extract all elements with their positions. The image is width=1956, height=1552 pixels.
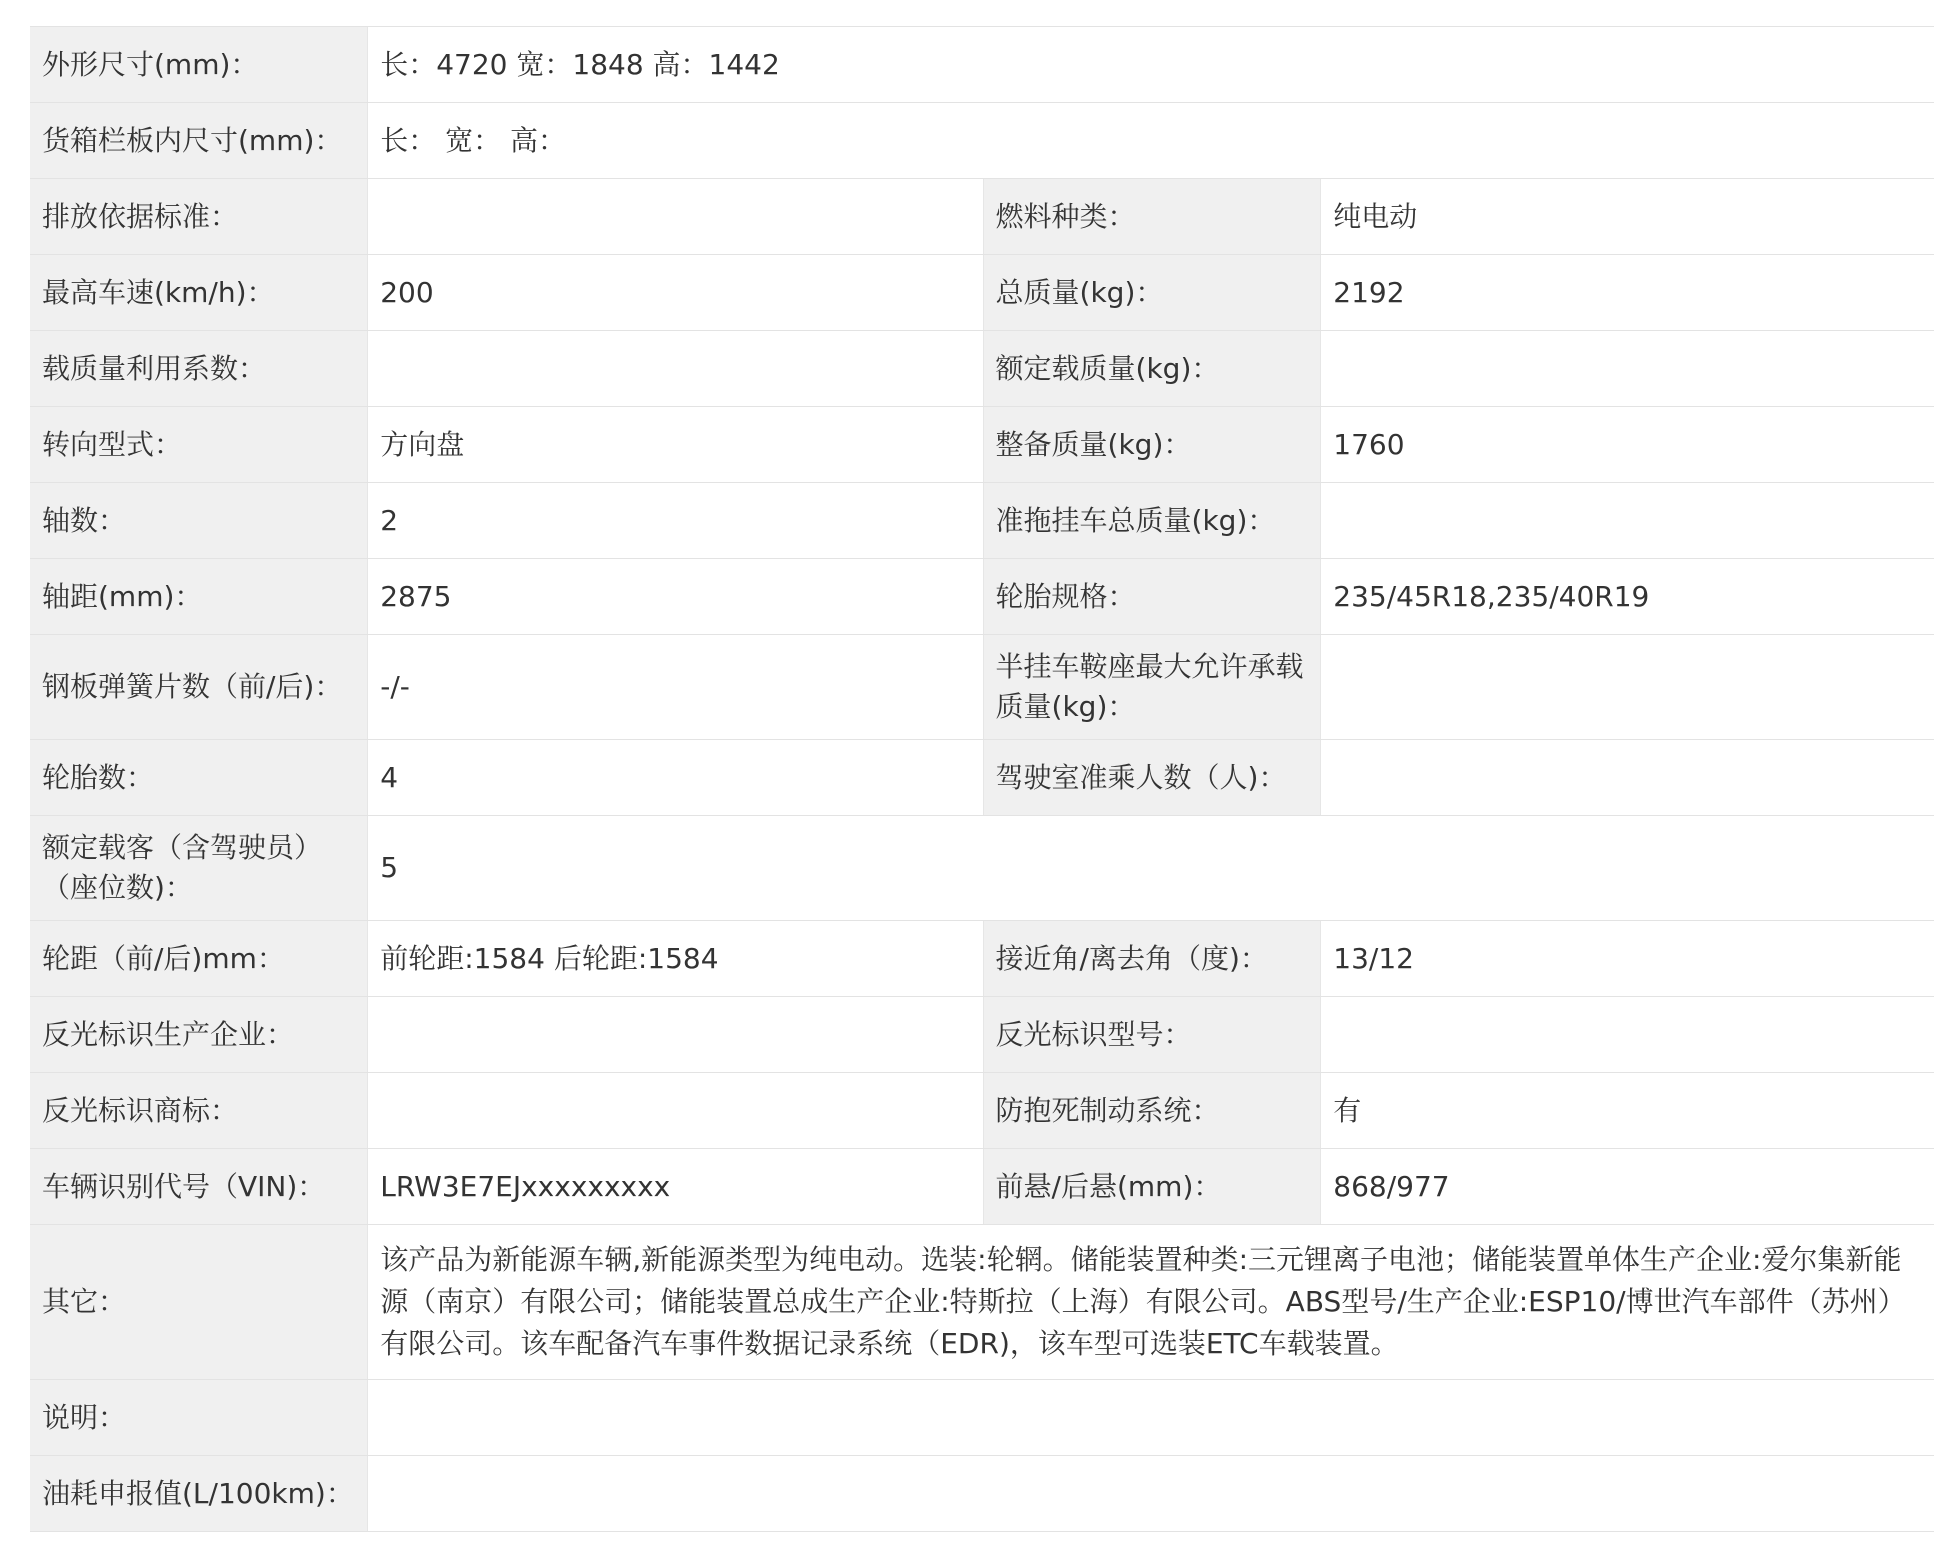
value-reflector-brand: [368, 1073, 983, 1149]
value-other: 该产品为新能源车辆,新能源类型为纯电动。选装:轮辋。储能装置种类:三元锂离子电池；储能装置单体生产企业:爱尔集新能源（南京）有限公司；储能装置总成生产企业:特斯拉（上海）有限公司。ABS型号/生产企业:ESP10/博世汽车部件（苏州）有限公司。该车配备汽车事件数据记录系统（EDR)，该车型可选装ETC车载装置。: [368, 1225, 1934, 1380]
label-fuel-type: 燃料种类：: [983, 179, 1321, 255]
label-vin: 车辆识别代号（VIN)：: [30, 1149, 368, 1225]
value-approach-departure-angle: 13/12: [1321, 921, 1934, 997]
label-tire-spec: 轮胎规格：: [983, 559, 1321, 635]
label-wheelbase: 轴距(mm)：: [30, 559, 368, 635]
label-cargo-box-dimensions: 货箱栏板内尺寸(mm)：: [30, 103, 368, 179]
value-steering-type: 方向盘: [368, 407, 983, 483]
label-reflector-brand: 反光标识商标：: [30, 1073, 368, 1149]
spec-row: [30, 997, 1934, 1073]
spec-row: [30, 407, 1934, 483]
label-overall-dimensions: 外形尺寸(mm)：: [30, 27, 368, 103]
value-reflector-maker: [368, 997, 983, 1073]
spec-row: [30, 559, 1934, 635]
value-notes: [368, 1380, 1934, 1456]
value-wheelbase: 2875: [368, 559, 983, 635]
label-tire-count: 轮胎数：: [30, 740, 368, 816]
value-leaf-springs: -/-: [368, 635, 983, 740]
value-fuel-consumption: [368, 1456, 1934, 1532]
value-abs: 有: [1321, 1073, 1934, 1149]
label-saddle-load: 半挂车鞍座最大允许承载质量(kg)：: [983, 635, 1321, 740]
value-fuel-type: 纯电动: [1321, 179, 1934, 255]
label-curb-mass: 整备质量(kg)：: [983, 407, 1321, 483]
value-trailer-mass: [1321, 483, 1934, 559]
value-tire-spec: 235/45R18,235/40R19: [1321, 559, 1934, 635]
value-curb-mass: 1760: [1321, 407, 1934, 483]
value-emission-standard: [368, 179, 983, 255]
value-cargo-box-dimensions: 长： 宽： 高：: [368, 103, 1934, 179]
value-overhang: 868/977: [1321, 1149, 1934, 1225]
spec-row: [30, 816, 1934, 921]
label-overhang: 前悬/后悬(mm)：: [983, 1149, 1321, 1225]
label-max-speed: 最高车速(km/h)：: [30, 255, 368, 331]
label-rated-passengers: 额定载客（含驾驶员）（座位数)：: [30, 816, 368, 921]
label-cab-occupants: 驾驶室准乘人数（人)：: [983, 740, 1321, 816]
vehicle-spec-table: [30, 26, 1934, 1532]
spec-row: [30, 1225, 1934, 1380]
label-approach-departure-angle: 接近角/离去角（度)：: [983, 921, 1321, 997]
label-reflector-model: 反光标识型号：: [983, 997, 1321, 1073]
value-rated-passengers: 5: [368, 816, 1934, 921]
value-vin: LRW3E7EJxxxxxxxxx: [368, 1149, 983, 1225]
value-saddle-load: [1321, 635, 1934, 740]
spec-row: [30, 1149, 1934, 1225]
label-steering-type: 转向型式：: [30, 407, 368, 483]
value-total-mass: 2192: [1321, 255, 1934, 331]
label-axle-count: 轴数：: [30, 483, 368, 559]
label-track-width: 轮距（前/后)mm：: [30, 921, 368, 997]
spec-row: [30, 1456, 1934, 1532]
spec-row: [30, 635, 1934, 740]
value-rated-load: [1321, 331, 1934, 407]
spec-row: [30, 740, 1934, 816]
value-track-width: 前轮距:1584 后轮距:1584: [368, 921, 983, 997]
spec-row: [30, 179, 1934, 255]
label-trailer-mass: 准拖挂车总质量(kg)：: [983, 483, 1321, 559]
label-emission-standard: 排放依据标准：: [30, 179, 368, 255]
label-abs: 防抱死制动系统：: [983, 1073, 1321, 1149]
label-other: 其它：: [30, 1225, 368, 1380]
value-overall-dimensions: 长：4720 宽：1848 高：1442: [368, 27, 1934, 103]
label-notes: 说明：: [30, 1380, 368, 1456]
spec-row: [30, 921, 1934, 997]
spec-row-cargo-box: [30, 103, 1934, 179]
label-rated-load: 额定载质量(kg)：: [983, 331, 1321, 407]
value-axle-count: 2: [368, 483, 983, 559]
value-tire-count: 4: [368, 740, 983, 816]
value-cab-occupants: [1321, 740, 1934, 816]
label-leaf-springs: 钢板弹簧片数（前/后)：: [30, 635, 368, 740]
value-load-utilization: [368, 331, 983, 407]
value-max-speed: 200: [368, 255, 983, 331]
label-reflector-maker: 反光标识生产企业：: [30, 997, 368, 1073]
label-fuel-consumption: 油耗申报值(L/100km)：: [30, 1456, 368, 1532]
spec-row: [30, 1380, 1934, 1456]
spec-row: [30, 331, 1934, 407]
spec-row: [30, 255, 1934, 331]
spec-row: [30, 1073, 1934, 1149]
spec-row-dimensions: [30, 27, 1934, 103]
label-load-utilization: 载质量利用系数：: [30, 331, 368, 407]
spec-row: [30, 483, 1934, 559]
label-total-mass: 总质量(kg)：: [983, 255, 1321, 331]
value-reflector-model: [1321, 997, 1934, 1073]
